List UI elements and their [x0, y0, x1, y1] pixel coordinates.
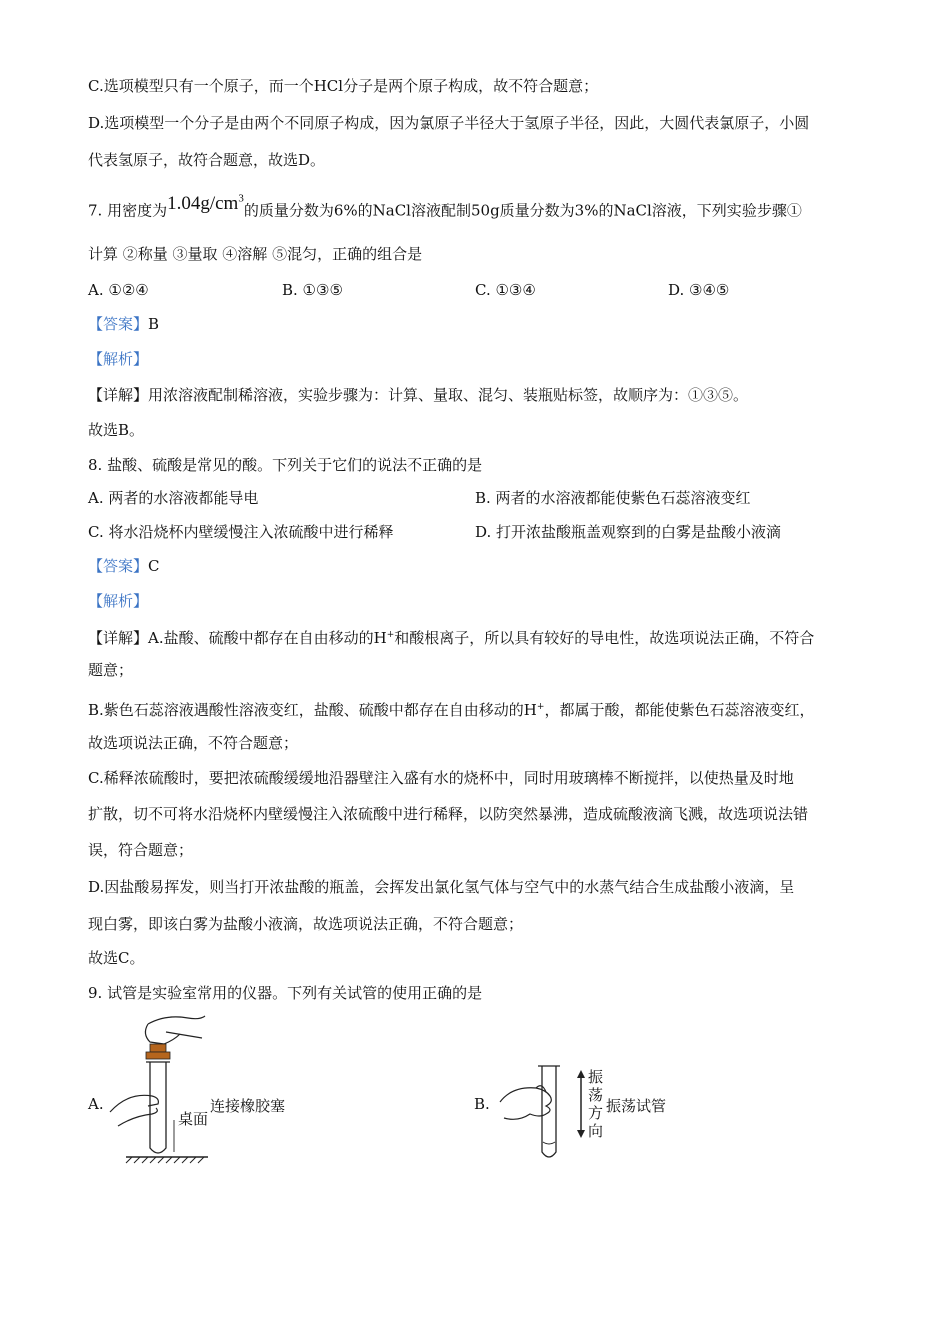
q7-density-value: 1.04g/cm — [167, 193, 239, 215]
q9-option-b-caption: 振荡试管 — [606, 1097, 667, 1115]
q8-detail-b1 — [88, 697, 814, 720]
q8-answer — [88, 556, 160, 576]
rubber-stopper-base — [146, 1052, 170, 1059]
q7-option-d: D. ③④⑤ — [668, 281, 730, 299]
upper-hand-thumb — [166, 1032, 202, 1038]
q8-stem: 8. 盐酸、硫酸是常见的酸。下列关于它们的说法不正确的是 — [88, 456, 483, 474]
q8-detail-b2: 故选项说法正确，不符合题意； — [88, 734, 299, 752]
q7-density-exponent: 3 — [238, 193, 244, 205]
text-line-d-prev-2: 代表氢原子，故符合题意，故选D。 — [88, 151, 326, 169]
q9-option-a-desk-label: 桌面 — [178, 1110, 209, 1128]
q8-detail-a1-pre: A.盐酸、硫酸中都存在自由移动的H — [148, 629, 387, 647]
q8-detail-d2: 现白雾，即该白雾为盐酸小液滴，故选项说法正确，不符合题意； — [88, 915, 524, 933]
q7-option-b: B. ①③⑤ — [282, 281, 343, 299]
q7-analysis-tag: 【解析】 — [88, 350, 149, 368]
q9-option-b-letter: B. — [474, 1095, 490, 1113]
lower-hand-outline — [110, 1095, 158, 1112]
q9-option-b-direction-label — [588, 1068, 603, 1140]
q8-detail-a1-plus: + — [386, 630, 395, 640]
q8-detail-a2: 题意； — [88, 661, 134, 679]
q8-conclusion: 故选C。 — [88, 949, 145, 967]
q7-stem-line2: 计算 ②称量 ③量取 ④溶解 ⑤混匀，正确的组合是 — [88, 245, 423, 263]
q9-option-b-figure — [500, 1062, 580, 1164]
q8-detail-tag: 【详解】 — [88, 629, 149, 647]
q8-answer-value: C — [148, 557, 160, 575]
text-line-c-prev: C.选项模型只有一个原子，而一个HCl分子是两个原子构成，故不符合题意； — [88, 77, 599, 95]
q7-detail-text: 用浓溶液配制稀溶液，实验步骤为：计算、量取、混匀、装瓶贴标签，故顺序为：①③⑤。 — [148, 386, 749, 404]
lower-hand-fingers — [118, 1108, 157, 1126]
q8-detail-c2: 扩散，切不可将水沿烧杯内壁缓慢注入浓硫酸中进行稀释，以防突然暴沸，造成硫酸液滴飞溅，故选项说法错 — [88, 805, 809, 823]
q7-detail — [88, 385, 748, 405]
arrow-head-up-icon — [577, 1070, 585, 1078]
q9-option-a-letter: A. — [88, 1095, 104, 1113]
q7-detail-tag: 【详解】 — [88, 386, 149, 404]
q8-detail-b1-plus: + — [536, 702, 545, 712]
q7-answer — [88, 314, 159, 334]
q8-detail-d1: D.因盐酸易挥发，则当打开浓盐酸的瓶盖，会挥发出氯化氢气体与空气中的水蒸气结合生成盐酸小液滴，呈 — [88, 878, 795, 896]
q9-option-a-figure — [108, 1012, 218, 1170]
q7-density-formula — [167, 193, 244, 214]
q8-detail-c1: C.稀释浓硫酸时，要把浓硫酸缓缓地沿器壁注入盛有水的烧杯中，同时用玻璃棒不断搅拌，以使热量及时地 — [88, 769, 794, 787]
q7-answer-value: B — [148, 315, 160, 333]
q7-option-a: A. ①②④ — [88, 281, 149, 299]
q8-option-b: B. 两者的水溶液都能使紫色石蕊溶液变红 — [475, 489, 751, 507]
q7-conclusion: 故选B。 — [88, 421, 145, 439]
q8-detail-b1-pre: B.紫色石蕊溶液遇酸性溶液变红，盐酸、硫酸中都存在自由移动的H — [88, 701, 537, 719]
direction-char-1: 振 — [588, 1068, 604, 1086]
direction-char-2: 荡 — [588, 1086, 604, 1104]
shake-direction-arrow — [576, 1068, 586, 1140]
liquid-level — [543, 1142, 555, 1144]
q9-stem: 9. 试管是实验室常用的仪器。下列有关试管的使用正确的是 — [88, 984, 483, 1002]
upper-hand-outline — [148, 1016, 205, 1024]
text-line-d-prev-1: D.选项模型一个分子是由两个不同原子构成，因为氯原子半径大于氢原子半径，因此，大圆代表氯原子，小圆 — [88, 114, 810, 132]
direction-char-4: 向 — [588, 1122, 604, 1140]
q8-detail-b1-post: ，都属于酸，都能使紫色石蕊溶液变红， — [544, 701, 815, 719]
q7-option-c: C. ①③④ — [475, 281, 536, 299]
hand-holding-tube — [500, 1088, 551, 1120]
rubber-stopper — [150, 1044, 166, 1052]
arrow-head-down-icon — [577, 1130, 585, 1138]
direction-char-3: 方 — [588, 1104, 604, 1122]
q8-detail-a1-post: 和酸根离子，所以具有较好的导电性，故选项说法正确，不符合 — [394, 629, 815, 647]
q8-detail-a1 — [88, 625, 814, 648]
q8-option-d: D. 打开浓盐酸瓶盖观察到的白雾是盐酸小液滴 — [475, 523, 782, 541]
q8-answer-tag: 【答案】 — [88, 557, 149, 575]
q7-stem — [88, 195, 802, 220]
test-tube — [150, 1062, 166, 1153]
q8-detail-c3: 误，符合题意； — [88, 841, 194, 859]
q9-option-a-caption: 连接橡胶塞 — [210, 1097, 286, 1115]
desk-hatching — [126, 1157, 204, 1163]
q7-stem-prefix: 7. 用密度为 — [88, 201, 168, 220]
q8-analysis-tag: 【解析】 — [88, 592, 149, 610]
q8-option-a: A. 两者的水溶液都能导电 — [88, 489, 259, 507]
q7-stem-suffix: 的质量分数为6%的NaCl溶液配制50g质量分数为3%的NaCl溶液，下列实验步骤① — [243, 201, 802, 220]
q8-option-c: C. 将水沿烧杯内壁缓慢注入浓硫酸中进行稀释 — [88, 523, 394, 541]
q7-answer-tag: 【答案】 — [88, 315, 149, 333]
